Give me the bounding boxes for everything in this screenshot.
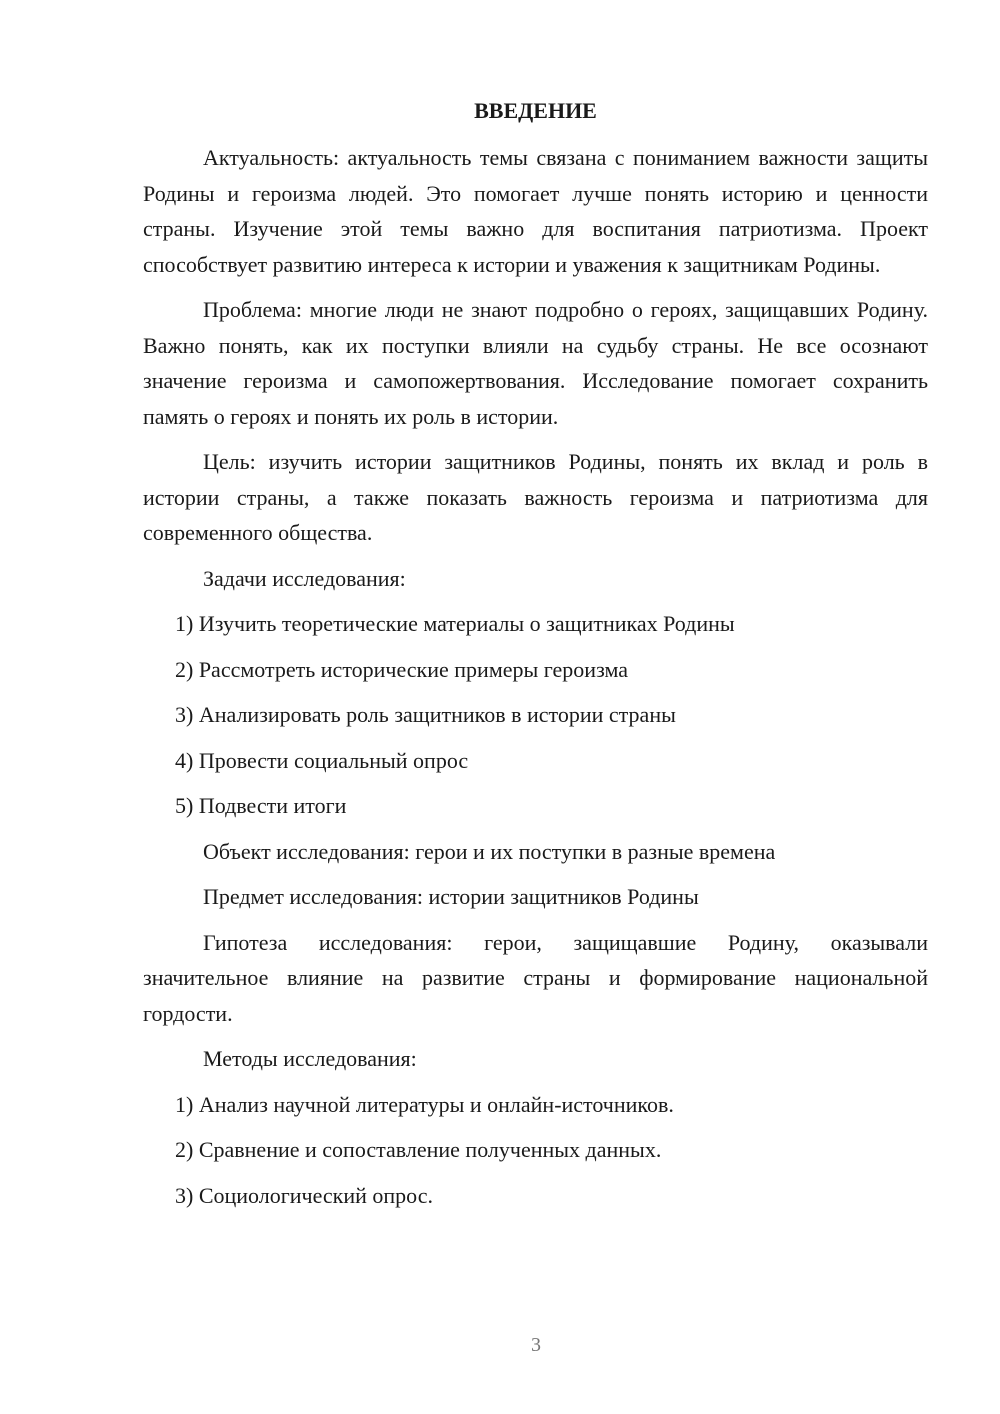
list-item: 3) Анализировать роль защитников в истории страны — [175, 702, 676, 727]
list-item: 5) Подвести итоги — [175, 793, 347, 818]
problem-paragraph: Проблема: многие люди не знают подробно о героях, защищавших Родину. Важно понять, как их поступки влияли на судьбу страны. Не все осознают значение героизма и самопожертвования. Исследование помогает сохранить память о героях и понять их роль в истории. — [143, 297, 928, 429]
list-item: 2) Сравнение и сопоставление полученных данных. — [175, 1137, 662, 1162]
list-item: 4) Провести социальный опрос — [175, 747, 469, 773]
list-item: 1) Изучить теоретические материалы о защитниках Родины — [175, 611, 735, 636]
list-item: 2) Рассмотреть исторические примеры героизма — [175, 656, 628, 682]
methods-list — [143, 1087, 928, 1214]
document-body — [143, 94, 928, 1223]
list-item: 3) Социологический опрос. — [175, 1182, 433, 1208]
methods-heading: Методы исследования: — [203, 1046, 417, 1071]
goal-paragraph: Цель: изучить истории защитников Родины, понять их вклад и роль в истории страны, а также показать важность героизма и патриотизма для современного общества. — [143, 449, 928, 545]
relevance-paragraph: Актуальность: актуальность темы связана с пониманием важности защиты Родины и героизма людей. Это помогает лучше понять историю и ценности страны. Изучение этой темы важно для воспитания патриотизма. Проект способствует развитию интереса к истории и уважения к защитникам Родины. — [143, 145, 928, 277]
tasks-heading: Задачи исследования: — [203, 565, 406, 591]
hypothesis-paragraph: Гипотеза исследования: герои, защищавшие Родину, оказывали значительное влияние на развитие страны и формирование национальной гордости. — [143, 929, 928, 1026]
section-title: ВВЕДЕНИЕ — [474, 98, 597, 123]
list-item: 1) Анализ научной литературы и онлайн-источников. — [175, 1091, 674, 1117]
tasks-list — [143, 606, 928, 824]
research-object: Объект исследования: герои и их поступки в разные времена — [203, 838, 776, 864]
page-number: 3 — [531, 1334, 541, 1356]
research-subject: Предмет исследования: истории защитников Родины — [203, 884, 699, 909]
